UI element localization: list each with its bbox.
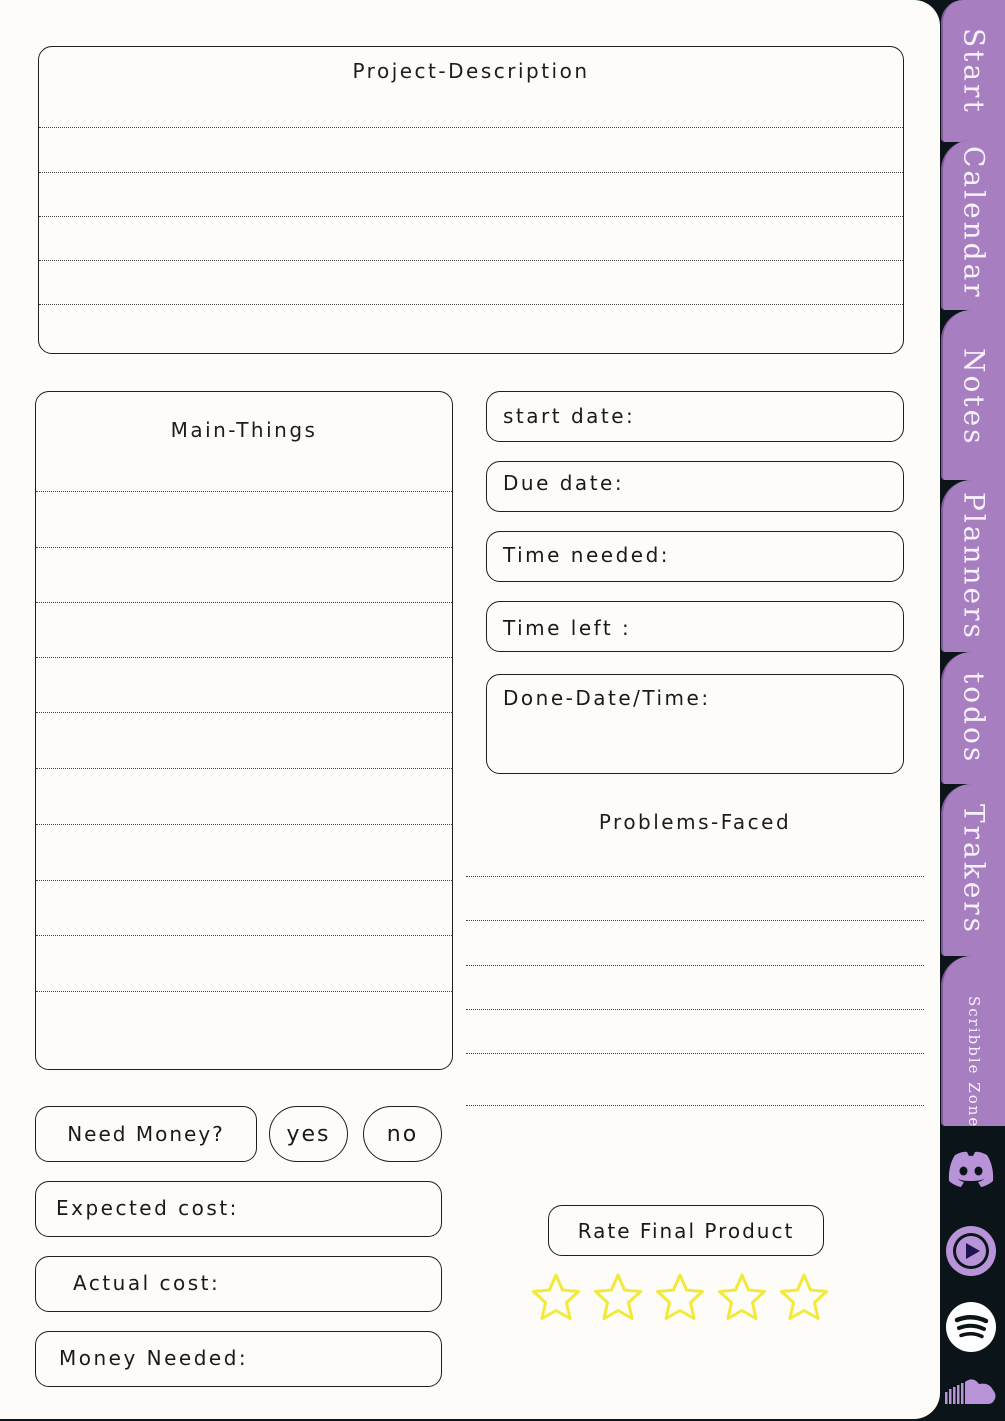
- star-rating[interactable]: [530, 1272, 830, 1322]
- tab-calendar[interactable]: [941, 140, 1005, 310]
- soundcloud-icon[interactable]: [943, 1376, 999, 1406]
- tab-start[interactable]: [941, 0, 1005, 142]
- writing-line: [36, 712, 452, 713]
- no-label: no: [386, 1121, 419, 1147]
- tab-planners-label: Planners: [957, 492, 991, 641]
- expected-cost-label: Expected cost:: [56, 1196, 239, 1220]
- writing-line: [36, 657, 452, 658]
- main-things-title: Main-Things: [170, 418, 318, 442]
- tab-notes-label: Notes: [957, 348, 991, 447]
- yes-label: yes: [286, 1121, 331, 1147]
- tab-trakers-label: Trakers: [957, 804, 991, 936]
- tab-todos-label: todos: [957, 672, 991, 765]
- writing-line: [466, 876, 924, 877]
- rate-final-product-label: Rate Final Product: [577, 1218, 795, 1243]
- writing-line: [36, 880, 452, 881]
- due-date-field[interactable]: [486, 461, 904, 512]
- writing-line: [466, 1009, 924, 1010]
- tab-scribble-zone[interactable]: [941, 956, 1005, 1129]
- writing-line: [36, 547, 452, 548]
- star-icon[interactable]: [530, 1272, 582, 1322]
- writing-line: [36, 824, 452, 825]
- done-date-field[interactable]: [486, 674, 904, 774]
- time-needed-field[interactable]: [486, 531, 904, 582]
- writing-line: [39, 304, 903, 305]
- star-icon[interactable]: [778, 1272, 830, 1322]
- tab-start-label: Start: [957, 28, 991, 115]
- writing-line: [466, 1105, 924, 1106]
- problems-faced-section[interactable]: [466, 808, 924, 1108]
- writing-line: [36, 491, 452, 492]
- tab-trakers[interactable]: [941, 784, 1005, 956]
- money-needed-label: Money Needed:: [59, 1346, 249, 1370]
- start-date-label: start date:: [503, 404, 636, 428]
- writing-line: [466, 920, 924, 921]
- writing-line: [36, 768, 452, 769]
- due-date-label: Due date:: [503, 471, 625, 495]
- project-description-title: Project-Description: [352, 59, 590, 83]
- writing-line: [36, 991, 452, 992]
- writing-line: [39, 127, 903, 128]
- play-icon[interactable]: [943, 1224, 999, 1278]
- time-left-label: Time left :: [503, 616, 632, 640]
- tab-todos[interactable]: [941, 652, 1005, 784]
- project-description-box[interactable]: [38, 46, 904, 354]
- money-needed-field[interactable]: [35, 1331, 442, 1387]
- need-money-label-box: [35, 1106, 257, 1162]
- yes-button[interactable]: [269, 1106, 348, 1162]
- start-date-field[interactable]: [486, 391, 904, 442]
- star-icon[interactable]: [716, 1272, 768, 1322]
- tab-scribble-zone-label: Scribble Zone: [965, 996, 983, 1129]
- tab-planners[interactable]: [941, 480, 1005, 652]
- time-left-field[interactable]: [486, 601, 904, 652]
- time-needed-label: Time needed:: [503, 543, 671, 567]
- tab-calendar-label: Calendar: [957, 146, 991, 300]
- star-icon[interactable]: [654, 1272, 706, 1322]
- expected-cost-field[interactable]: [35, 1181, 442, 1237]
- no-button[interactable]: [363, 1106, 442, 1162]
- actual-cost-field[interactable]: [35, 1256, 442, 1312]
- writing-line: [39, 260, 903, 261]
- tab-notes[interactable]: [941, 310, 1005, 480]
- spotify-icon[interactable]: [943, 1301, 999, 1353]
- writing-line: [36, 602, 452, 603]
- rate-final-product-label-box: [548, 1205, 824, 1256]
- done-date-label: Done-Date/Time:: [503, 686, 711, 710]
- main-things-box[interactable]: [35, 391, 453, 1070]
- writing-line: [36, 935, 452, 936]
- need-money-label: Need Money?: [67, 1122, 225, 1146]
- writing-line: [39, 172, 903, 173]
- discord-icon[interactable]: [943, 1150, 999, 1196]
- writing-line: [39, 216, 903, 217]
- writing-line: [466, 965, 924, 966]
- writing-line: [466, 1053, 924, 1054]
- actual-cost-label: Actual cost:: [73, 1271, 221, 1295]
- problems-faced-title: Problems-Faced: [598, 810, 792, 834]
- star-icon[interactable]: [592, 1272, 644, 1322]
